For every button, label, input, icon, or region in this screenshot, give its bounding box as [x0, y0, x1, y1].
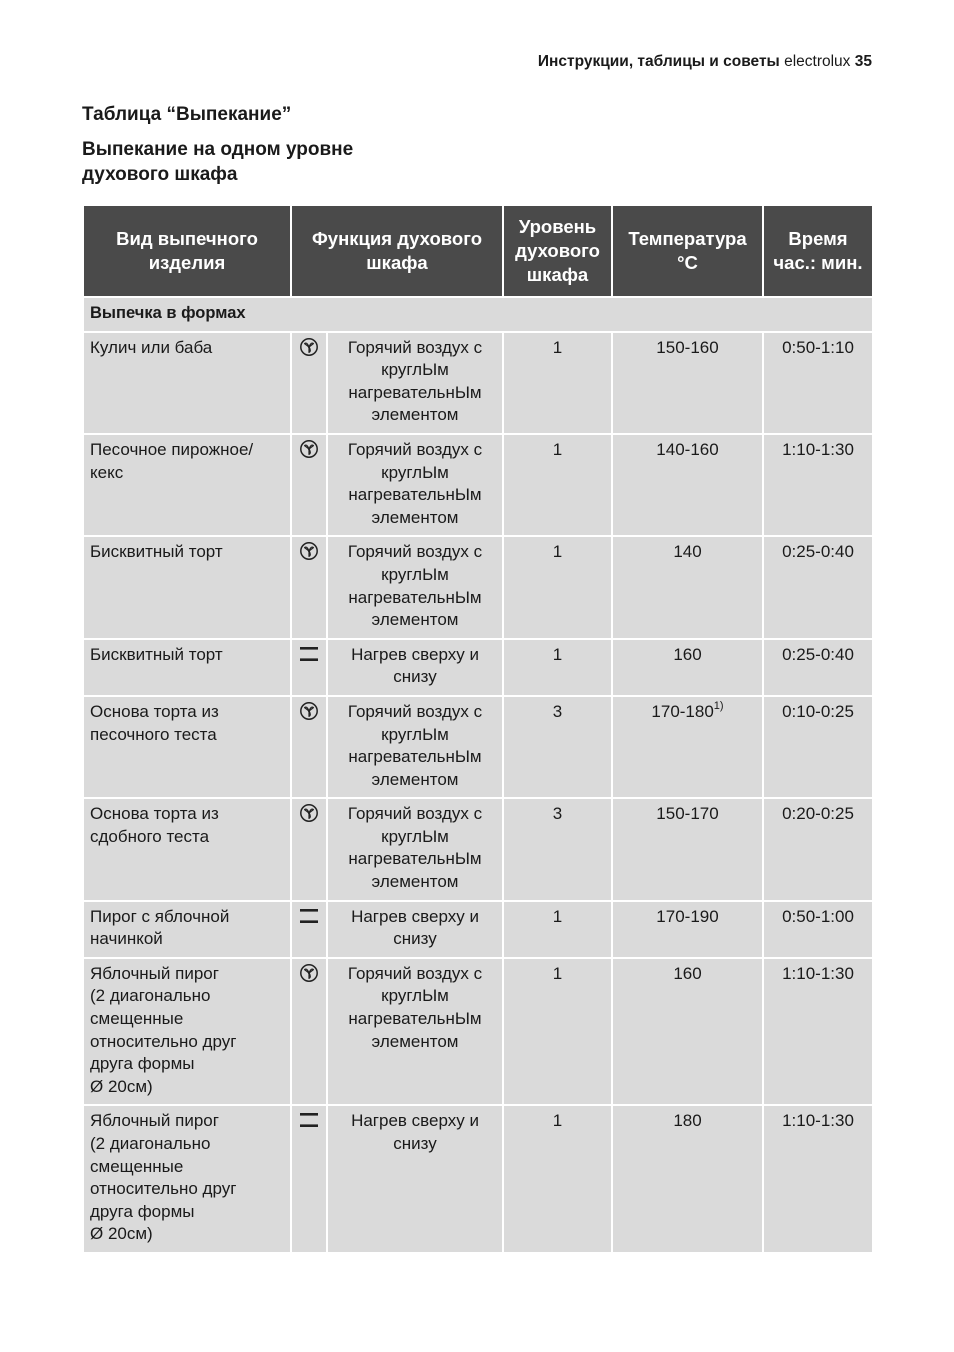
- function-label: Горячий воздух с круглЫм нагревательнЫм элементом: [347, 963, 483, 1051]
- temperature-value: 180: [673, 1111, 702, 1131]
- level-value: 1: [552, 644, 563, 664]
- time-value: 0:50-1:10: [782, 337, 854, 357]
- fan-icon: [299, 338, 319, 357]
- level-value: 3: [552, 701, 563, 721]
- product-cell: [83, 434, 291, 536]
- fan-icon: [299, 702, 319, 721]
- function-icon-cell: [291, 696, 327, 798]
- fan-icon: [299, 804, 319, 823]
- function-icon-cell: [291, 901, 327, 958]
- level-cell: [503, 536, 612, 638]
- temperature-value: 150-170: [656, 804, 719, 824]
- temperature-value: 170-190: [656, 906, 719, 926]
- function-icon-cell: [291, 332, 327, 434]
- function-cell: [327, 798, 503, 900]
- table-body: [83, 297, 873, 1253]
- header-product: [83, 205, 291, 297]
- level-cell: [503, 901, 612, 958]
- header-function-label: Функция духового шкафа: [312, 228, 482, 273]
- temperature-value: 160: [673, 644, 702, 664]
- time-cell: [763, 696, 873, 798]
- product-line: друга формы: [90, 1054, 195, 1074]
- product-cell: [83, 798, 291, 900]
- product-line: Ø 20см): [90, 1076, 153, 1096]
- table-row: [83, 639, 873, 696]
- function-icon-cell: [291, 536, 327, 638]
- fan-icon: [299, 440, 319, 459]
- function-label: Нагрев сверху и снизу: [351, 644, 479, 687]
- time-cell: [763, 434, 873, 536]
- table-row: [83, 696, 873, 798]
- product-line: относительно друг: [90, 1179, 237, 1199]
- product-line: смещенные: [90, 1156, 184, 1176]
- level-cell: [503, 332, 612, 434]
- function-label: Горячий воздух с круглЫм нагревательнЫм элементом: [347, 701, 483, 789]
- product-cell: [83, 1105, 291, 1253]
- level-cell: [503, 696, 612, 798]
- temperature-value: 170-180: [651, 701, 714, 721]
- header-product-label: Вид выпечного изделия: [116, 228, 258, 273]
- running-header: [538, 53, 872, 71]
- temperature-cell: [612, 696, 763, 798]
- product-cell: [83, 901, 291, 958]
- section-title: Таблица “Выпекание”: [82, 104, 292, 125]
- level-value: 1: [552, 906, 563, 926]
- function-icon-cell: [291, 958, 327, 1106]
- product-line: (2 диагонально: [90, 1134, 211, 1153]
- function-label: Горячий воздух с круглЫм нагревательнЫм элементом: [347, 804, 483, 892]
- header-temperature: [612, 205, 763, 297]
- temperature-cell: [612, 332, 763, 434]
- function-label: Горячий воздух с круглЫм нагревательнЫм элементом: [347, 337, 483, 425]
- temperature-cell: [612, 1105, 763, 1253]
- product-line: друга формы: [90, 1201, 195, 1221]
- product-cell: [83, 958, 291, 1106]
- function-cell: [327, 958, 503, 1106]
- table-header-row: [83, 205, 873, 297]
- level-cell: [503, 434, 612, 536]
- product-cell: [83, 536, 291, 638]
- header-function: [291, 205, 503, 297]
- product-name: Пирог с яблочной начинкой: [90, 906, 230, 949]
- function-icon-cell: [291, 798, 327, 900]
- function-cell: [327, 639, 503, 696]
- time-value: 1:10-1:30: [782, 439, 854, 459]
- product-name: Основа торта из песочного теста: [90, 701, 219, 744]
- function-cell: [327, 536, 503, 638]
- product-name: Основа торта из сдобного теста: [90, 804, 219, 846]
- table-row: [83, 434, 873, 536]
- function-label: Горячий воздух с круглЫм нагревательнЫм элементом: [347, 439, 483, 527]
- time-cell: [763, 536, 873, 638]
- function-icon-cell: [291, 639, 327, 696]
- time-value: 0:25-0:40: [782, 542, 854, 562]
- level-value: 1: [552, 963, 563, 983]
- time-cell: [763, 901, 873, 958]
- fan-icon: [299, 964, 319, 983]
- header-temperature-label: Температура °C: [628, 228, 747, 273]
- time-cell: [763, 958, 873, 1106]
- function-icon-cell: [291, 434, 327, 536]
- temperature-value: 150-160: [656, 337, 719, 357]
- function-cell: [327, 696, 503, 798]
- table-row: [83, 798, 873, 900]
- time-value: 0:25-0:40: [782, 644, 854, 664]
- table-row: [83, 1105, 873, 1253]
- product-line: (2 диагонально: [90, 986, 211, 1006]
- time-value: 1:10-1:30: [782, 963, 854, 983]
- temperature-cell: [612, 639, 763, 696]
- time-cell: [763, 1105, 873, 1253]
- function-cell: [327, 1105, 503, 1253]
- time-cell: [763, 332, 873, 434]
- level-value: 1: [552, 1111, 563, 1131]
- temperature-value: 160: [673, 963, 702, 983]
- temperature-value: 140-160: [656, 439, 719, 459]
- group-label: Выпечка в формах: [83, 297, 873, 332]
- product-line: смещенные: [90, 1009, 184, 1029]
- time-value: 0:10-0:25: [782, 701, 854, 721]
- product-line: Яблочный пирог: [90, 963, 219, 983]
- time-value: 0:20-0:25: [782, 804, 854, 824]
- time-value: 0:50-1:00: [782, 906, 854, 926]
- header-level: [503, 205, 612, 297]
- top-bottom-heat-icon: [299, 645, 319, 664]
- table-row: [83, 332, 873, 434]
- header-section-text: Инструкции, таблицы и советы: [537, 53, 780, 70]
- table-row: [83, 958, 873, 1106]
- product-name: Песочное пирожное/ кекс: [90, 439, 254, 482]
- function-label: Горячий воздух с круглЫм нагревательнЫм элементом: [347, 542, 483, 630]
- level-value: 1: [552, 439, 563, 459]
- product-line: Ø 20см): [90, 1224, 153, 1244]
- table-row: [83, 536, 873, 638]
- header-brand: electrolux: [784, 53, 851, 70]
- function-label: Нагрев сверху и снизу: [351, 906, 479, 949]
- subsection-title: Выпекание на одном уровне духового шкафа: [82, 139, 354, 185]
- level-cell: [503, 1105, 612, 1253]
- time-cell: [763, 798, 873, 900]
- level-value: 1: [552, 337, 563, 357]
- time-value: 1:10-1:30: [782, 1111, 854, 1131]
- function-cell: [327, 901, 503, 958]
- level-cell: [503, 798, 612, 900]
- group-row: [83, 297, 873, 332]
- baking-table: [82, 204, 874, 1254]
- product-cell: [83, 696, 291, 798]
- product-cell: [83, 332, 291, 434]
- function-label: Нагрев сверху и снизу: [351, 1111, 479, 1153]
- temperature-cell: [612, 958, 763, 1106]
- level-cell: [503, 639, 612, 696]
- time-cell: [763, 639, 873, 696]
- top-bottom-heat-icon: [299, 1111, 319, 1130]
- temperature-cell: [612, 901, 763, 958]
- temperature-cell: [612, 536, 763, 638]
- level-value: 1: [552, 542, 563, 562]
- page-number: 35: [854, 53, 872, 70]
- temperature-cell: [612, 798, 763, 900]
- level-cell: [503, 958, 612, 1106]
- temperature-cell: [612, 434, 763, 536]
- product-line: Яблочный пирог: [90, 1111, 219, 1131]
- function-icon-cell: [291, 1105, 327, 1253]
- function-cell: [327, 332, 503, 434]
- level-value: 3: [552, 804, 563, 824]
- header-level-label: Уровень духового шкафа: [515, 216, 600, 285]
- header-time-label: Время час.: мин.: [773, 228, 863, 273]
- product-line: относительно друг: [90, 1031, 237, 1051]
- header-time: [763, 205, 873, 297]
- product-cell: [83, 639, 291, 696]
- product-name: Бисквитный торт: [90, 542, 223, 562]
- function-cell: [327, 434, 503, 536]
- footnote-marker: 1): [713, 699, 724, 712]
- fan-icon: [299, 542, 319, 561]
- product-name: Бисквитный торт: [90, 644, 223, 664]
- top-bottom-heat-icon: [299, 907, 319, 926]
- product-name: Кулич или баба: [90, 337, 213, 357]
- table-row: [83, 901, 873, 958]
- temperature-value: 140: [673, 542, 702, 562]
